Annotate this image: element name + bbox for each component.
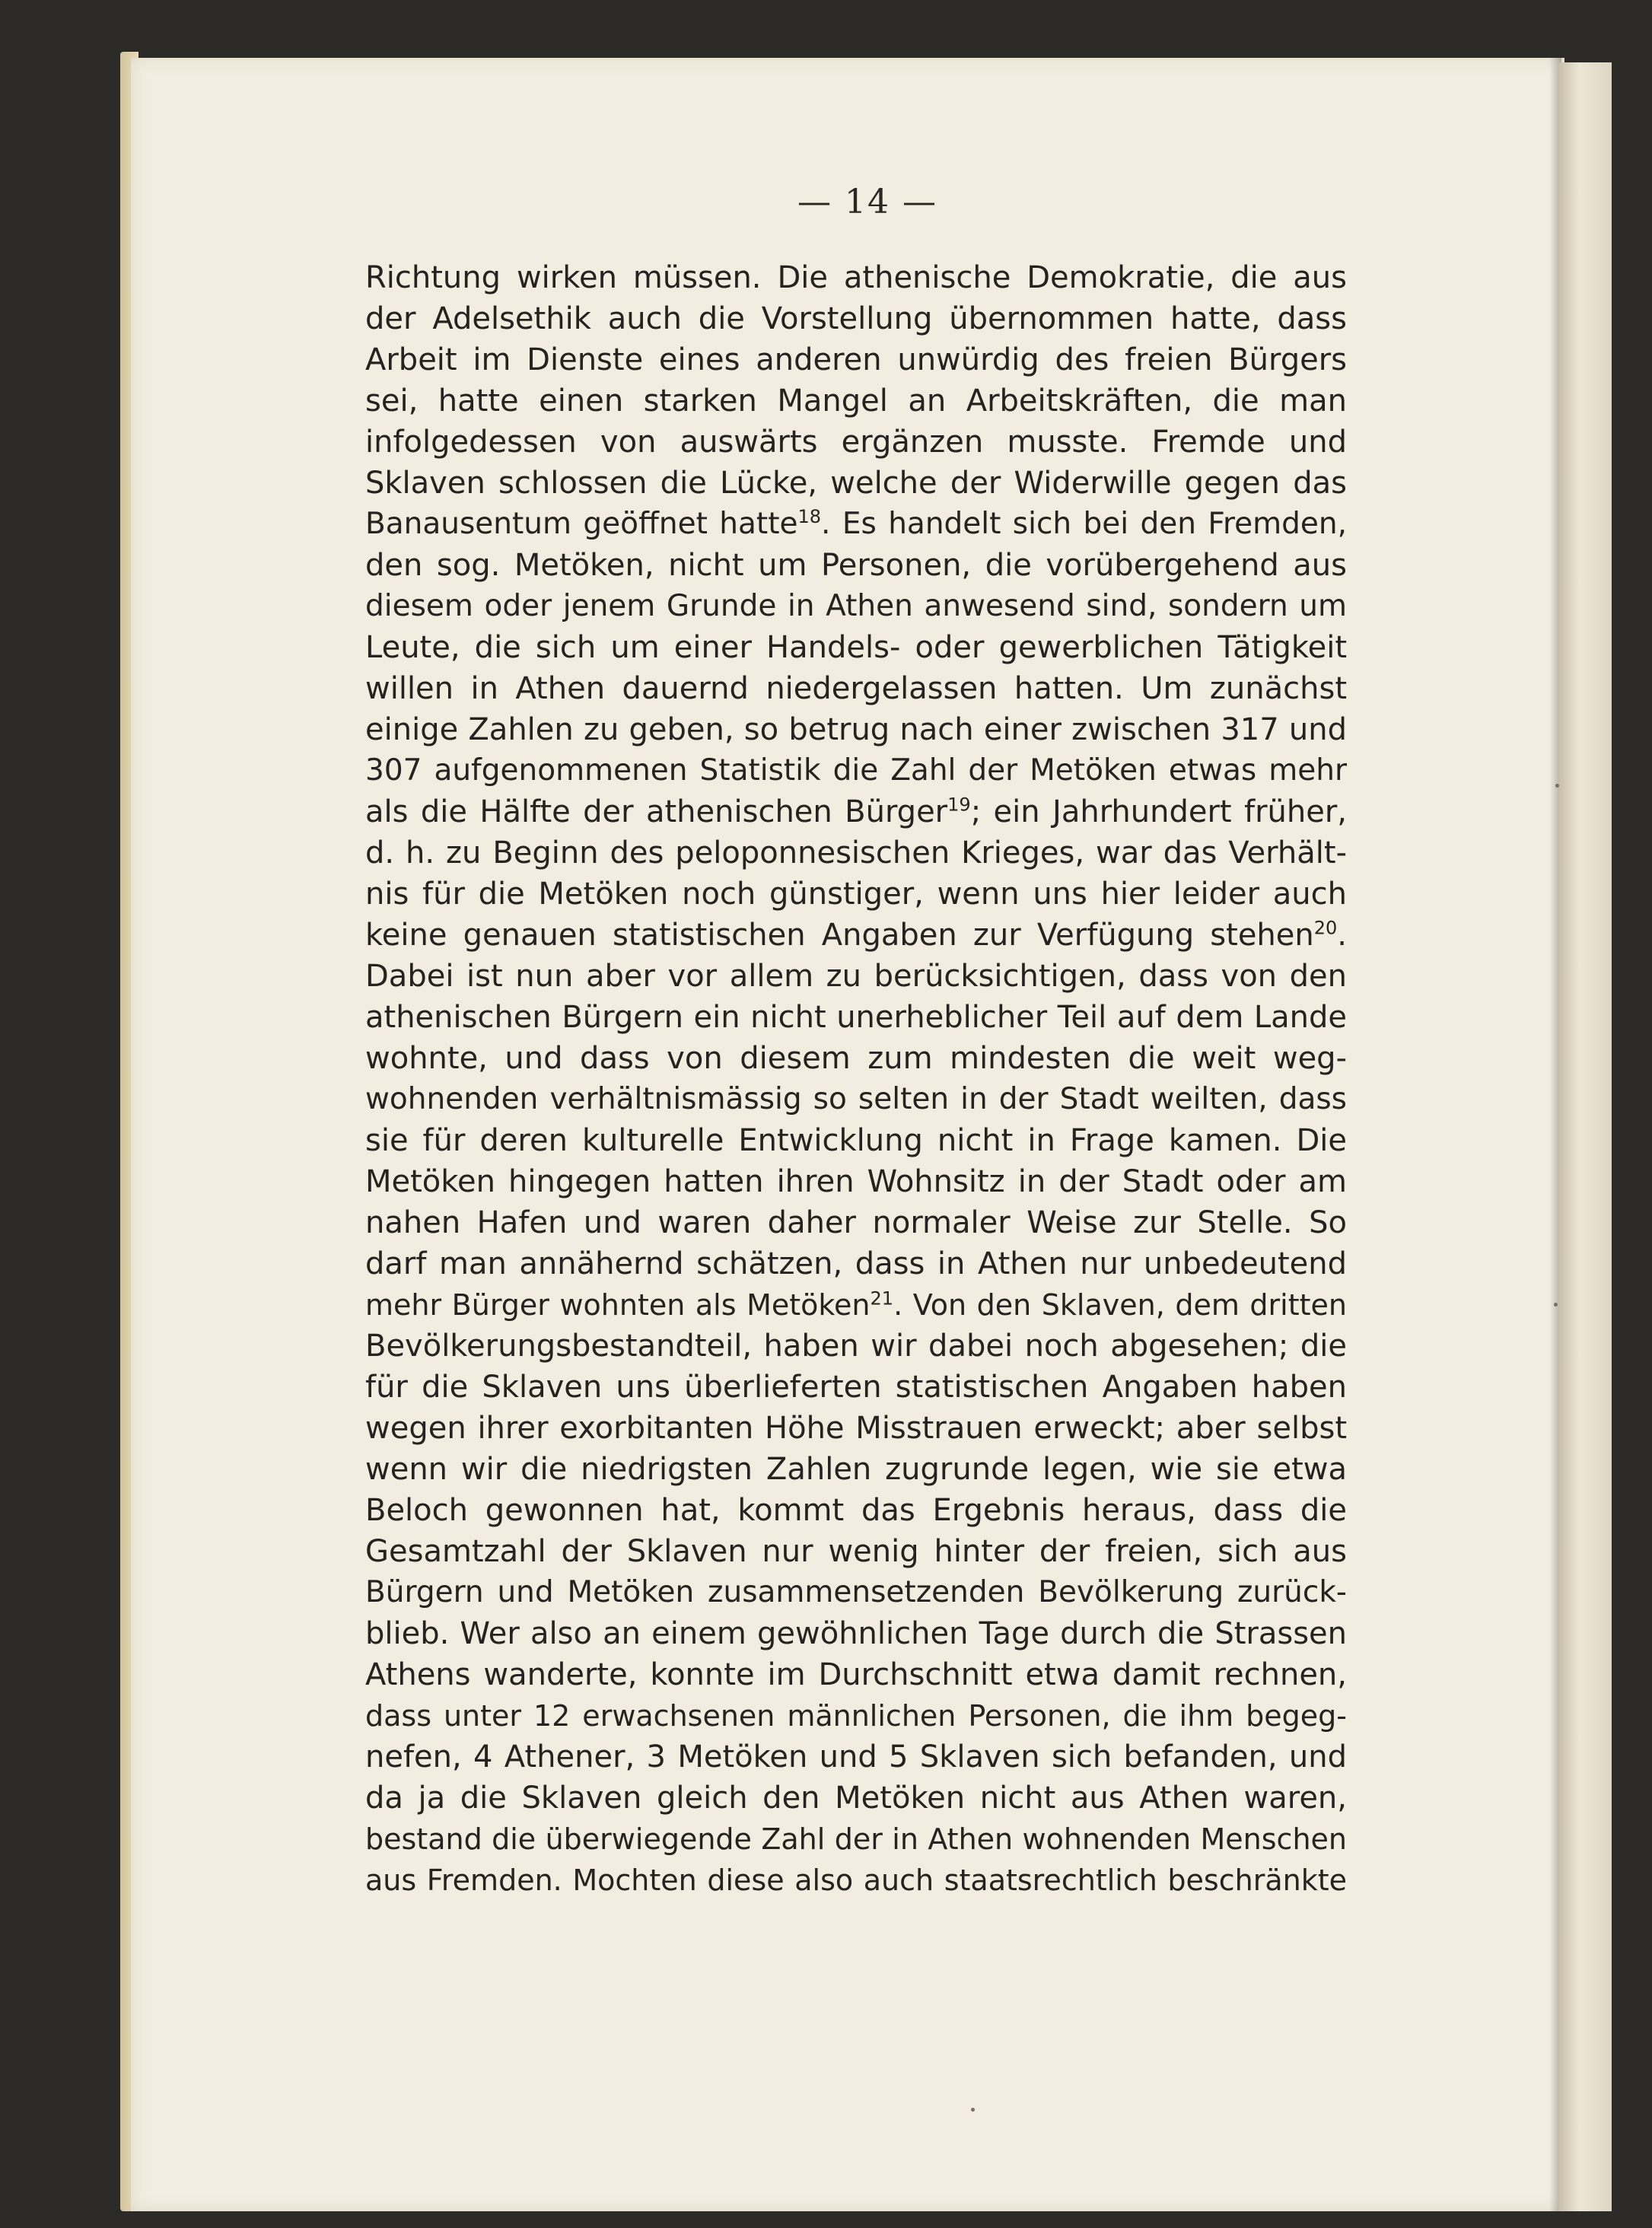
footnote-marker: 19 — [947, 794, 971, 816]
text-line: blieb. Wer also an einem gewöhnlichen Tage durch die Strassen — [365, 1616, 1347, 1651]
text-line: Metöken hingegen hatten ihren Wohnsitz in der Stadt oder am — [365, 1164, 1347, 1199]
text-line: nahen Hafen und waren daher normaler Weise zur Stelle. So — [365, 1205, 1347, 1240]
text-line: darf man annähernd schätzen, dass in Athen nur unbedeutend — [365, 1246, 1347, 1281]
text-line: willen in Athen dauernd niedergelassen hatten. Um zunächst — [365, 671, 1347, 706]
text-segment: . — [1337, 918, 1347, 953]
text-line: d. h. zu Beginn des peloponnesischen Krieges, war das Verhält- — [365, 836, 1347, 871]
text-line: Dabei ist nun aber vor allem zu berücksichtigen, dass von den — [365, 959, 1347, 994]
text-line: nis für die Metöken noch günstiger, wenn uns hier leider auch — [365, 877, 1347, 912]
text-segment: als die Hälfte der athenischen Bürger — [365, 794, 948, 829]
text-segment: mehr Bürger wohnten als Metöken — [365, 1288, 871, 1322]
text-line: sei, hatte einen starken Mangel an Arbeitskräften, die man — [365, 384, 1347, 419]
text-line — [365, 1284, 1347, 1326]
text-line: wohnenden verhältnismässig so selten in der Stadt weilten, dass — [365, 1082, 1347, 1116]
text-segment: ; ein Jahrhundert früher, — [970, 794, 1347, 829]
text-line: 307 aufgenommenen Statistik die Zahl der Metöken etwas mehr — [365, 753, 1347, 788]
text-line: nefen, 4 Athener, 3 Metöken und 5 Sklaven sich befanden, und — [365, 1739, 1347, 1774]
text-line: da ja die Sklaven gleich den Metöken nicht aus Athen waren, — [365, 1781, 1347, 1816]
text-line: dass unter 12 erwachsenen männlichen Personen, die ihm begeg- — [365, 1699, 1347, 1733]
footnote-marker: 20 — [1313, 917, 1338, 939]
text-line — [365, 915, 1347, 956]
text-line: wohnte, und dass von diesem zum mindesten die weit weg- — [365, 1041, 1347, 1076]
text-line: Richtung wirken müssen. Die athenische Demokratie, die aus — [365, 260, 1347, 295]
text-segment: keine genauen statistischen Angaben zur Verfügung stehen — [365, 918, 1314, 953]
text-line: wegen ihrer exorbitanten Höhe Misstrauen erweckt; aber selbst — [365, 1411, 1347, 1446]
text-line: Leute, die sich um einer Handels- oder gewerblichen Tätigkeit — [365, 630, 1347, 665]
page-number: — 14 — — [797, 183, 937, 221]
text-segment: . Es handelt sich bei den Fremden, — [821, 507, 1347, 541]
text-line: Bürgern und Metöken zusammensetzenden Bevölkerung zurück- — [365, 1575, 1347, 1609]
text-line: infolgedessen von auswärts ergänzen musste. Fremde und — [365, 425, 1347, 460]
paper-speck — [1554, 1303, 1558, 1307]
text-line: für die Sklaven uns überlieferten statistischen Angaben haben — [365, 1370, 1347, 1405]
text-line — [365, 504, 1347, 545]
text-line: aus Fremden. Mochten diese also auch staatsrechtlich beschränkte — [365, 1864, 1347, 1897]
text-line: bestand die überwiegende Zahl der in Athen wohnenden Menschen — [365, 1822, 1347, 1856]
text-line — [365, 791, 1347, 832]
text-line: Sklaven schlossen die Lücke, welche der Widerwille gegen das — [365, 466, 1347, 501]
paper-speck — [971, 2108, 975, 2112]
text-line: Arbeit im Dienste eines anderen unwürdig des freien Bürgers — [365, 342, 1347, 377]
text-line: diesem oder jenem Grunde in Athen anwesend sind, sondern um — [365, 589, 1347, 623]
text-segment: . Von den Sklaven, dem dritten — [893, 1288, 1347, 1322]
text-line: Bevölkerungsbestandteil, haben wir dabei noch abgesehen; die — [365, 1329, 1347, 1364]
text-segment: Banausentum geöffnet hatte — [365, 507, 798, 541]
text-line: Athens wanderte, konnte im Durchschnitt etwa damit rechnen, — [365, 1657, 1347, 1692]
text-line: einige Zahlen zu geben, so betrug nach einer zwischen 317 und — [365, 712, 1347, 747]
text-line: der Adelsethik auch die Vorstellung übernommen hatte, dass — [365, 301, 1347, 336]
footnote-marker: 18 — [797, 506, 822, 527]
text-line: wenn wir die niedrigsten Zahlen zugrunde legen, wie sie etwa — [365, 1452, 1347, 1487]
text-line: athenischen Bürgern ein nicht unerheblicher Teil auf dem Lande — [365, 1000, 1347, 1035]
text-line: den sog. Metöken, nicht um Personen, die vorübergehend aus — [365, 548, 1347, 583]
text-line: sie für deren kulturelle Entwicklung nicht in Frage kamen. Die — [365, 1123, 1347, 1158]
text-line: Gesamtzahl der Sklaven nur wenig hinter der freien, sich aus — [365, 1534, 1347, 1569]
facing-page-edge — [1558, 62, 1612, 2211]
paper-speck — [1555, 784, 1559, 788]
footnote-marker: 21 — [870, 1287, 894, 1310]
body-text — [365, 257, 1347, 1901]
text-line: Beloch gewonnen hat, kommt das Ergebnis heraus, dass die — [365, 1493, 1347, 1528]
